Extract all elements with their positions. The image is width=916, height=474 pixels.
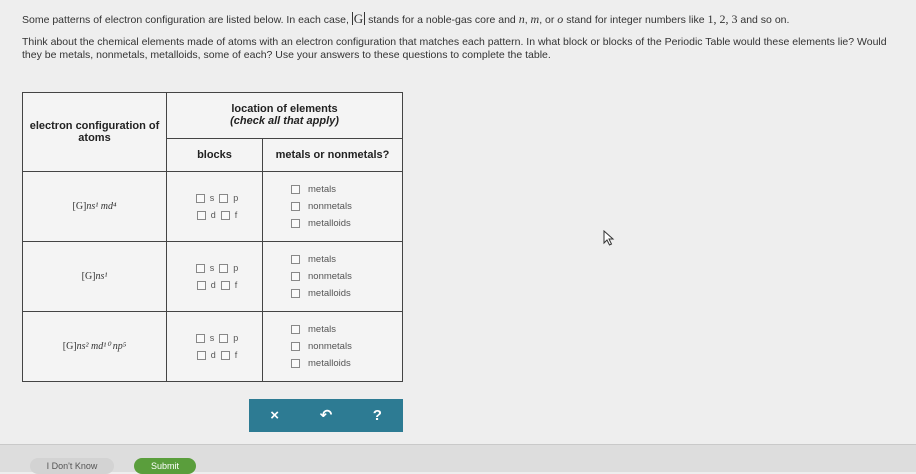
config-core: [G] [81, 271, 96, 282]
header-blocks: blocks [167, 138, 263, 171]
label-d: d [210, 279, 216, 290]
checkbox-block-s[interactable] [196, 194, 205, 203]
intro-text-b: stands for a noble-gas core and [365, 14, 519, 26]
dont-know-button[interactable]: I Don't Know [30, 458, 114, 474]
config-core: [G] [62, 341, 77, 352]
checkbox-block-f[interactable] [221, 281, 230, 290]
label-p: p [233, 332, 239, 343]
label-nonmetals: nonmetals [308, 341, 352, 352]
label-s: s [209, 192, 215, 203]
label-metals: metals [308, 254, 336, 265]
checkbox-nonmetals[interactable] [291, 202, 300, 211]
blocks-cell [167, 172, 263, 242]
var-o: o [557, 12, 564, 26]
config-cell [23, 312, 167, 382]
instructions-paragraph-2: Think about the chemical elements made of atoms with an electron configuration that matches each pattern. In what block or blocks of the Periodic Table would these elements lie? Would they be metals, nonmetals, metalloids, some of each? Use your answers to these questions to complete the table. [22, 36, 887, 61]
mouse-cursor-icon [603, 230, 615, 246]
checkbox-nonmetals[interactable] [291, 272, 300, 281]
label-d: d [210, 209, 216, 220]
header-electron-configuration: electron configuration of atoms [23, 93, 167, 172]
label-s: s [209, 262, 215, 273]
label-s: s [209, 332, 215, 343]
metals-cell [263, 312, 403, 382]
label-f: f [234, 209, 238, 220]
checkbox-block-d[interactable] [197, 281, 206, 290]
checkbox-block-s[interactable] [196, 264, 205, 273]
checkbox-nonmetals[interactable] [291, 342, 300, 351]
label-nonmetals: nonmetals [308, 201, 352, 212]
config-formula: ns² md¹⁰ np⁵ [76, 341, 127, 352]
config-formula: ns¹ md⁴ [86, 201, 117, 212]
noble-gas-core-symbol: G [353, 11, 364, 26]
label-metalloids: metalloids [308, 288, 351, 299]
instructions [22, 12, 902, 71]
intro-sep-1: , [524, 14, 531, 26]
checkbox-metalloids[interactable] [291, 359, 300, 368]
label-metals: metals [308, 184, 336, 195]
answer-toolbar [249, 399, 403, 432]
blocks-cell [167, 242, 263, 312]
table-row [23, 242, 403, 312]
label-p: p [233, 192, 239, 203]
header-metals-or-nonmetals: metals or nonmetals? [263, 138, 403, 171]
metals-cell [263, 242, 403, 312]
header-location-subtitle: (check all that apply) [230, 115, 339, 128]
intro-sep-2: , or [539, 14, 558, 26]
checkbox-block-f[interactable] [221, 211, 230, 220]
table-row [23, 312, 403, 382]
checkbox-metals[interactable] [291, 185, 300, 194]
var-n: n [518, 12, 525, 26]
config-cell [23, 172, 167, 242]
clear-button[interactable]: × [270, 407, 280, 424]
undo-button[interactable]: ↶ [319, 407, 333, 424]
checkbox-block-d[interactable] [197, 351, 206, 360]
table-row [23, 172, 403, 242]
label-metalloids: metalloids [308, 358, 351, 369]
checkbox-metals[interactable] [291, 255, 300, 264]
label-f: f [234, 349, 238, 360]
label-d: d [210, 349, 216, 360]
label-nonmetals: nonmetals [308, 271, 352, 282]
checkbox-block-p[interactable] [219, 194, 228, 203]
label-metalloids: metalloids [308, 218, 351, 229]
header-location-title: location of elements [231, 103, 338, 116]
label-metals: metals [308, 324, 336, 335]
checkbox-block-s[interactable] [196, 334, 205, 343]
checkbox-metalloids[interactable] [291, 289, 300, 298]
config-core: [G] [72, 201, 87, 212]
checkbox-block-d[interactable] [197, 211, 206, 220]
intro-text-c: stand for integer numbers like [563, 14, 708, 26]
var-m: m [530, 12, 540, 26]
label-p: p [233, 262, 239, 273]
checkbox-block-p[interactable] [219, 264, 228, 273]
label-f: f [234, 279, 238, 290]
instructions-paragraph-1 [22, 12, 902, 27]
help-button[interactable]: ? [372, 407, 382, 424]
intro-numbers: 1, 2, 3 [707, 12, 738, 26]
config-cell [23, 242, 167, 312]
metals-cell [263, 172, 403, 242]
checkbox-block-p[interactable] [219, 334, 228, 343]
intro-text-a: Some patterns of electron configuration are listed below. In each case, [22, 14, 352, 26]
checkbox-block-f[interactable] [221, 351, 230, 360]
header-location [167, 93, 403, 139]
checkbox-metals[interactable] [291, 325, 300, 334]
submit-button[interactable]: Submit [134, 458, 196, 474]
intro-text-d: and so on. [737, 14, 790, 26]
answer-table [22, 92, 403, 382]
blocks-cell [167, 312, 263, 382]
checkbox-metalloids[interactable] [291, 219, 300, 228]
config-formula: ns¹ [95, 271, 108, 282]
